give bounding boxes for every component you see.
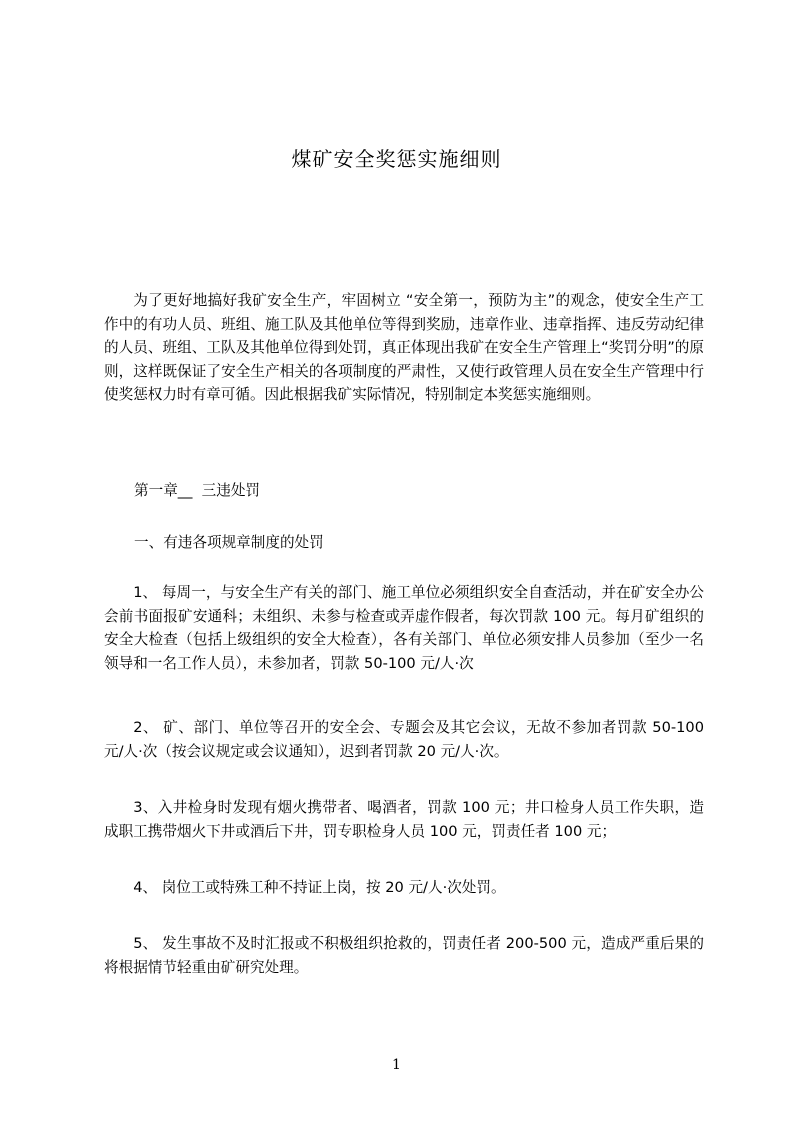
section-heading: 一、有违各项规章制度的处罚 [134, 534, 324, 551]
page-number: 1 [392, 1057, 401, 1073]
list-item-3: 3、入井检身时发现有烟火携带者、喝酒者，罚款 100 元；井口检身人员工作失职，造成职工携带烟火下井或酒后下井，罚专职检身人员 100 元，罚责任者 100 元； [104, 799, 704, 840]
intro-paragraph: 为了更好地搞好我矿安全生产，牢固树立 “安全第一，预防为主”的观念，使安全生产工作中的有功人员、班组、施工队及其他单位等得到奖励，违章作业、违章指挥、违反劳动纪律的人员、班组、工队及其他单位得到处罚，真正体现出我矿在安全生产管理上“奖罚分明”的原则，这样既保证了安全生产相关的各项制度的严肃性，又使行政管理人员在安全生产管理中行使奖惩权力时有章可循。因此根据我矿实际情况，特别制定本奖惩实施细则。 [104, 292, 704, 403]
list-item-2: 2、 矿、部门、单位等召开的安全会、专题会及其它会议，无故不参加者罚款 50-100 元/人·次（按会议规定或会议通知），迟到者罚款 20 元/人·次。 [104, 719, 704, 760]
document-title: 煤矿安全奖惩实施细则 [291, 147, 502, 171]
list-item-1: 1、 每周一，与安全生产有关的部门、施工单位必须组织安全自查活动，并在矿安全办公会前书面报矿安通科；未组织、未参与检查或弄虚作假者，每次罚款 100 元。每月矿组织的安全大检查（包括上级组织的安全大检查），各有关部门、单位必须安排人员参加（至少一名领导和一名工作人员），未参加者，罚款 50-100 元/人·次 [104, 584, 704, 672]
list-item-5: 5、 发生事故不及时汇报或不积极组织抢救的，罚责任者 200-500 元，造成严重后果的将根据情节轻重由矿研究处理。 [104, 935, 704, 976]
list-item-4: 4、 岗位工或特殊工种不持证上岗，按 20 元/人·次处罚。 [133, 879, 506, 896]
chapter-heading: 第一章__ 三违处罚 [134, 482, 261, 499]
